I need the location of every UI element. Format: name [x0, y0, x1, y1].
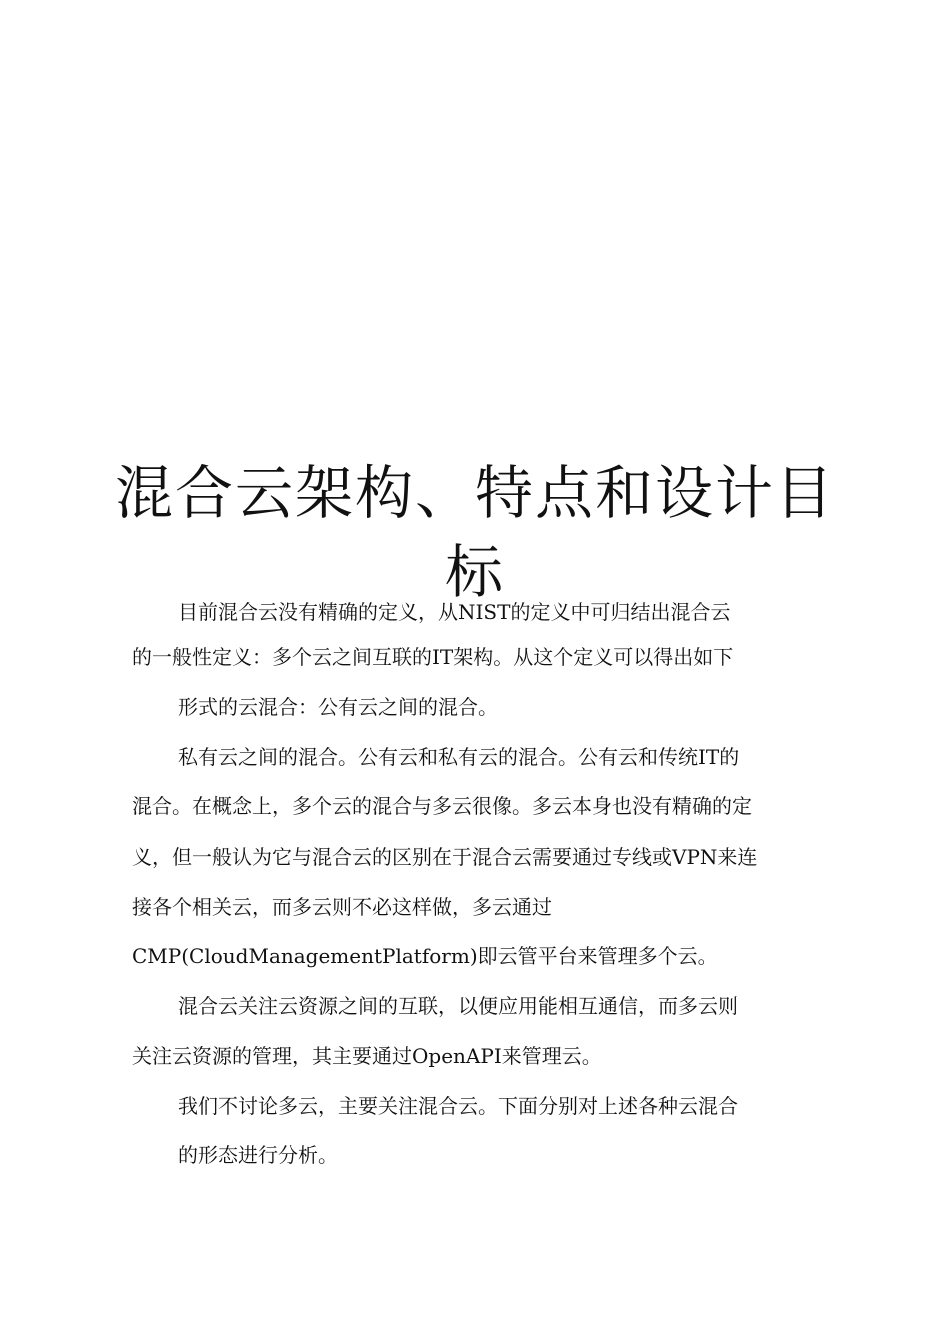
body-line-4: 私有云之间的混合。公有云和私有云的混合。公有云和传统IT的: [178, 745, 740, 769]
body-line-3: 形式的云混合：公有云之间的混合。: [178, 695, 498, 719]
document-title-line-1: 混合云架构、特点和设计目: [114, 459, 835, 527]
body-line-1: 目前混合云没有精确的定义，从NIST的定义中可归结出混合云: [178, 600, 731, 624]
body-line-10: 关注云资源的管理，其主要通过OpenAPI来管理云。: [132, 1044, 602, 1068]
body-line-5: 混合。在概念上，多个云的混合与多云很像。多云本身也没有精确的定: [132, 794, 752, 818]
body-line-7: 接各个相关云，而多云则不必这样做，多云通过: [132, 895, 552, 919]
body-line-9: 混合云关注云资源之间的互联，以便应用能相互通信，而多云则: [178, 994, 738, 1018]
body-line-12: 的形态进行分析。: [178, 1143, 338, 1167]
body-line-8: CMP(CloudManagementPlatform)即云管平台来管理多个云。: [132, 944, 718, 968]
body-line-6: 义，但一般认为它与混合云的区别在于混合云需要通过专线或VPN来连: [132, 845, 758, 869]
document-title-line-2: 标: [444, 538, 505, 606]
body-line-2: 的一般性定义：多个云之间互联的IT架构。从这个定义可以得出如下: [132, 645, 734, 669]
body-line-11: 我们不讨论多云，主要关注混合云。下面分别对上述各种云混合: [178, 1094, 738, 1118]
